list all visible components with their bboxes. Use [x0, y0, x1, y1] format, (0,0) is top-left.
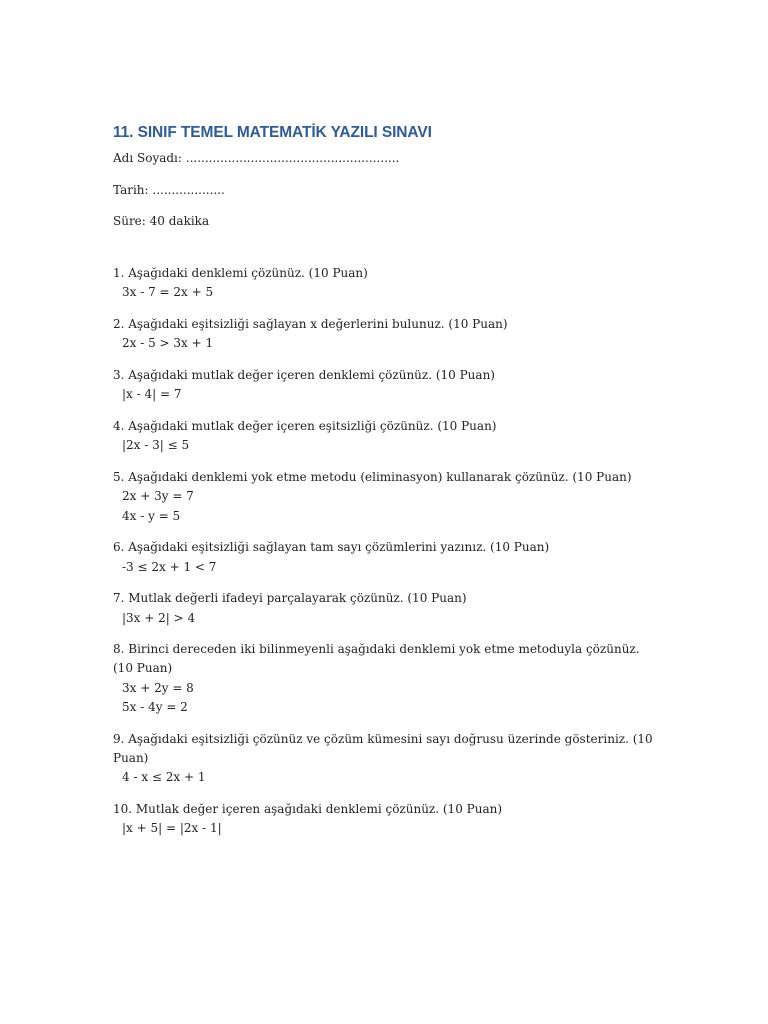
question-text: 9. Aşağıdaki eşitsizliği çözünüz ve çözüm kümesini sayı doğrusu üzerinde gösteriniz. (10 Puan) [113, 731, 653, 766]
question-item [113, 366, 658, 405]
question-list [113, 264, 658, 851]
duration-line: Süre: 40 dakika [113, 214, 210, 228]
question-item [113, 538, 658, 577]
question-expression: |2x - 3| ≤ 5 [122, 438, 190, 453]
date-line: Tarih: ................... [113, 183, 225, 197]
question-expression: 2x + 3y = 7 [122, 489, 194, 504]
question-expression: 4 - x ≤ 2x + 1 [122, 770, 206, 785]
question-item [113, 468, 658, 526]
question-expression: 5x - 4y = 2 [122, 700, 188, 715]
question-text: 4. Aşağıdaki mutlak değer içeren eşitsizliği çözünüz. (10 Puan) [113, 418, 497, 433]
question-expression: |x + 5| = |2x - 1| [122, 821, 222, 836]
question-expression: 4x - y = 5 [122, 508, 181, 523]
question-item [113, 264, 658, 303]
question-expression: 2x - 5 > 3x + 1 [122, 336, 214, 351]
question-expression: 3x - 7 = 2x + 5 [122, 285, 214, 300]
question-expression: |3x + 2| > 4 [122, 610, 196, 625]
question-item [113, 730, 658, 788]
question-text: 1. Aşağıdaki denklemi çözünüz. (10 Puan) [113, 266, 368, 280]
student-name-line: Adı Soyadı: ........................................................ [113, 151, 400, 165]
question-item [113, 800, 658, 839]
question-item [113, 589, 658, 628]
question-text: 6. Aşağıdaki eşitsizliği sağlayan tam sayı çözümlerini yazınız. (10 Puan) [113, 540, 550, 555]
question-item [113, 315, 658, 354]
question-text: 10. Mutlak değer içeren aşağıdaki denklemi çözünüz. (10 Puan) [113, 802, 503, 817]
question-expression: 3x + 2y = 8 [122, 680, 194, 695]
question-text: 5. Aşağıdaki denklemi yok etme metodu (eliminasyon) kullanarak çözünüz. (10 Puan) [113, 469, 632, 484]
question-text: 3. Aşağıdaki mutlak değer içeren denklemi çözünüz. (10 Puan) [113, 367, 495, 382]
question-item [113, 417, 658, 456]
question-item [113, 640, 658, 717]
question-text: 8. Birinci dereceden iki bilinmeyenli aşağıdaki denklemi yok etme metoduyla çözünüz. (10 Puan) [113, 642, 640, 676]
question-text: 2. Aşağıdaki eşitsizliği sağlayan x değerlerini bulunuz. (10 Puan) [113, 316, 508, 331]
exam-title: 11. SINIF TEMEL MATEMATİK YAZILI SINAVI [113, 124, 432, 141]
question-expression: |x - 4| = 7 [122, 387, 182, 402]
question-text: 7. Mutlak değerli ifadeyi parçalayarak çözünüz. (10 Puan) [113, 591, 467, 606]
question-expression: -3 ≤ 2x + 1 < 7 [122, 559, 217, 574]
